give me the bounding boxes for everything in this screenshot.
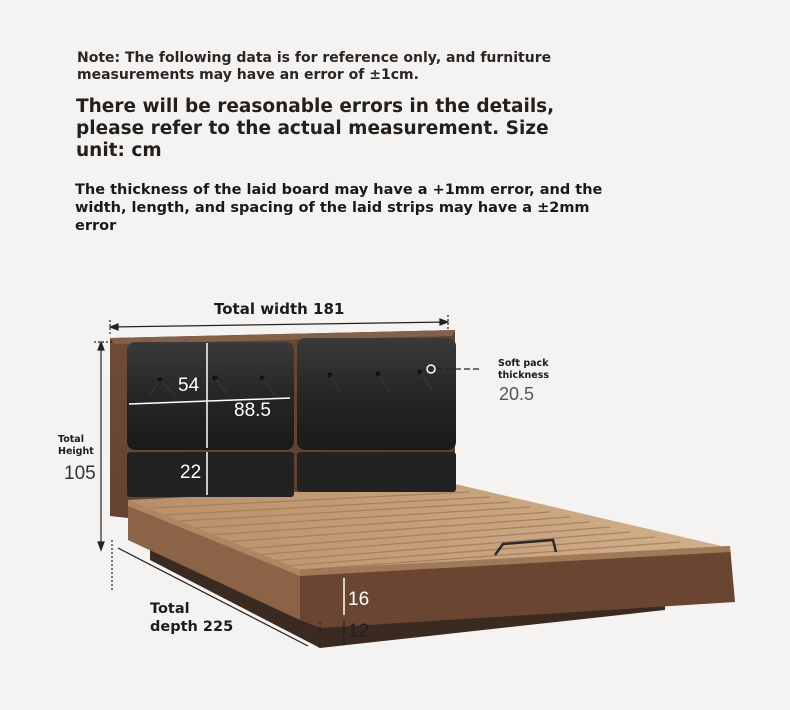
total-height-value: 105 bbox=[64, 463, 96, 484]
board-tolerance-note: The thickness of the laid board may have a +1mm error, and the width, length, and spacing of the laid strips may have a ±2mm error bbox=[75, 182, 603, 234]
total-height-label: Total Height bbox=[58, 434, 94, 457]
frame-height-value: 16 bbox=[348, 589, 370, 610]
cushion-width-value: 88.5 bbox=[234, 400, 271, 421]
total-width-label: Total width 181 bbox=[214, 300, 345, 318]
cushion-left bbox=[127, 342, 294, 450]
measurement-warning: There will be reasonable errors in the details, please refer to the actual measurement. Size unit: cm bbox=[76, 96, 555, 161]
lower-panel-left bbox=[127, 452, 294, 497]
total-depth-label: Total depth 225 bbox=[150, 601, 234, 635]
cushion-height-value: 54 bbox=[178, 375, 200, 396]
soft-pack-label: Soft pack thickness bbox=[498, 358, 550, 381]
cushion-right bbox=[297, 338, 456, 450]
reference-note: Note: The following data is for reference only, and furniture measurements may have an error of ±1cm. bbox=[77, 50, 552, 83]
total-width-line bbox=[110, 322, 448, 327]
lower-panel-right bbox=[297, 452, 456, 492]
soft-pack-value: 20.5 bbox=[499, 384, 535, 404]
lower-panel-height-value: 22 bbox=[180, 462, 202, 483]
base-height-value: 12 bbox=[348, 621, 370, 642]
